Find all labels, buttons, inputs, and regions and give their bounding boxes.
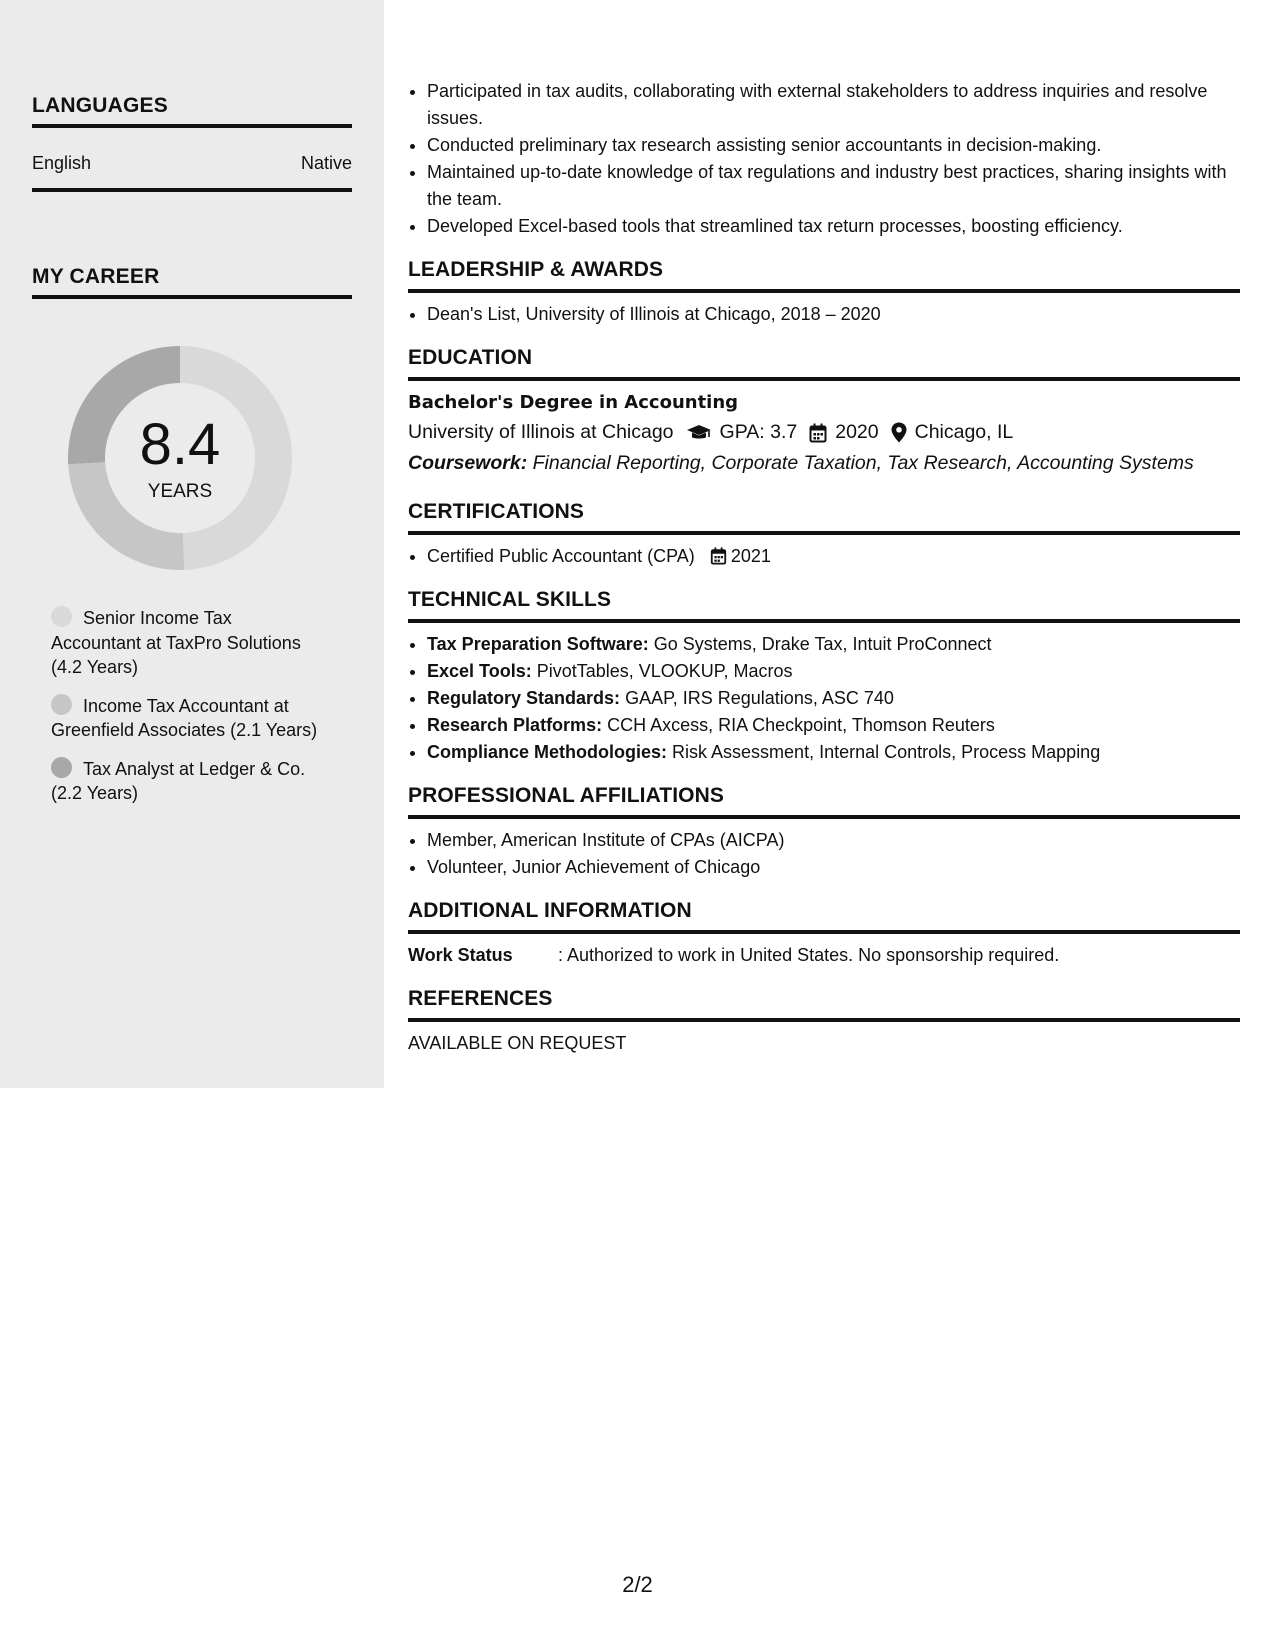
skill-item (427, 739, 1240, 766)
coursework (408, 448, 1240, 478)
skill-value: Go Systems, Drake Tax, Intuit ProConnect (653, 634, 992, 654)
skill-item (427, 658, 1240, 685)
coursework-label: Coursework: (408, 452, 528, 474)
work-status-label: Work Status (408, 945, 513, 965)
language-level: Native (300, 153, 352, 173)
degree-title: Bachelor's Degree in Accounting (408, 392, 739, 413)
skill-item (427, 685, 1240, 712)
additional-info-heading: ADDITIONAL INFORMATION (408, 897, 1240, 934)
skill-label: Excel Tools: (427, 661, 532, 681)
affiliations-list (408, 827, 1240, 881)
graduation-year: 2020 (835, 421, 879, 443)
skill-label: Regulatory Standards: (427, 688, 621, 708)
certification-item (427, 543, 1240, 570)
donut-segment-2 (68, 462, 184, 570)
legend-dot (51, 694, 72, 715)
work-status-row (408, 942, 1240, 969)
experience-bullets (408, 78, 1240, 240)
page-number: 2/2 (622, 1572, 653, 1597)
school-location: Chicago, IL (914, 421, 1014, 443)
skill-value: CCH Axcess, RIA Checkpoint, Thomson Reuters (607, 715, 995, 735)
experience-bullet: • Conducted preliminary tax research assisting senior accountants in decision-making. (427, 132, 1240, 159)
experience-bullet: • Developed Excel-based tools that streamlined tax return processes, boosting efficiency. (427, 213, 1240, 240)
career-legend-item (51, 757, 321, 806)
education-details (408, 417, 1240, 448)
affiliations-heading: PROFESSIONAL AFFILIATIONS (408, 782, 1240, 819)
leadership-item: • Dean's List, University of Illinois at Chicago, 2018 – 2020 (427, 301, 1240, 328)
skill-value: PivotTables, VLOOKUP, Macros (536, 661, 793, 681)
experience-bullet: • Participated in tax audits, collaborating with external stakeholders to address inquiries and resolve issues. (427, 78, 1240, 132)
legend-dot (51, 606, 72, 627)
career-legend-label: Tax Analyst at Ledger & Co. (2.2 Years) (51, 758, 306, 803)
main-content (408, 78, 1240, 1057)
leadership-list (408, 301, 1240, 328)
career-heading: MY CAREER (32, 265, 352, 299)
education-heading: EDUCATION (408, 344, 1240, 381)
career-total-unit: YEARS (147, 481, 213, 502)
certifications-list (408, 543, 1240, 570)
gpa: GPA: 3.7 (719, 421, 798, 443)
skill-value: GAAP, IRS Regulations, ASC 740 (625, 688, 894, 708)
career-legend-label: Income Tax Accountant at Greenfield Associates (2.1 Years) (51, 695, 318, 740)
calendar-icon (809, 423, 827, 443)
skill-label: Tax Preparation Software: (427, 634, 649, 654)
career-legend-item (51, 694, 321, 743)
language-name: English (32, 153, 92, 173)
skill-value: Risk Assessment, Internal Controls, Process Mapping (672, 742, 1101, 762)
references-heading: REFERENCES (408, 985, 1240, 1022)
graduation-cap-icon (686, 423, 712, 443)
career-legend-item (51, 606, 321, 680)
legend-dot (51, 757, 72, 778)
affiliation-item: • Volunteer, Junior Achievement of Chicago (427, 854, 1240, 881)
affiliation-item: • Member, American Institute of CPAs (AICPA) (427, 827, 1240, 854)
school-name: University of Illinois at Chicago (408, 421, 674, 443)
skills-list (408, 631, 1240, 766)
work-status-value: : Authorized to work in United States. No sponsorship required. (558, 945, 1060, 965)
leadership-heading: LEADERSHIP & AWARDS (408, 256, 1240, 293)
career-total-years: 8.4 (139, 412, 221, 477)
calendar-icon (710, 547, 727, 565)
languages-heading: LANGUAGES (32, 94, 352, 128)
skill-label: Compliance Methodologies: (427, 742, 668, 762)
certification-year: 2021 (730, 546, 771, 566)
certifications-heading: CERTIFICATIONS (408, 498, 1240, 535)
skill-item (427, 631, 1240, 658)
coursework-list: Financial Reporting, Corporate Taxation, Tax Research, Accounting Systems (532, 452, 1194, 474)
skills-heading: TECHNICAL SKILLS (408, 586, 1240, 623)
career-legend-label: Senior Income Tax Accountant at TaxPro Solutions (4.2 Years) (51, 608, 301, 677)
experience-bullet: • Maintained up-to-date knowledge of tax regulations and industry best practices, sharing insights with the team. (427, 159, 1240, 213)
career-legend (51, 606, 321, 820)
location-pin-icon (891, 422, 907, 443)
skill-label: Research Platforms: (427, 715, 603, 735)
skill-item (427, 712, 1240, 739)
references-text: AVAILABLE ON REQUEST (408, 1033, 627, 1053)
sidebar (0, 0, 384, 1088)
certification-name: Certified Public Accountant (CPA) (427, 546, 695, 566)
language-row (32, 150, 352, 192)
